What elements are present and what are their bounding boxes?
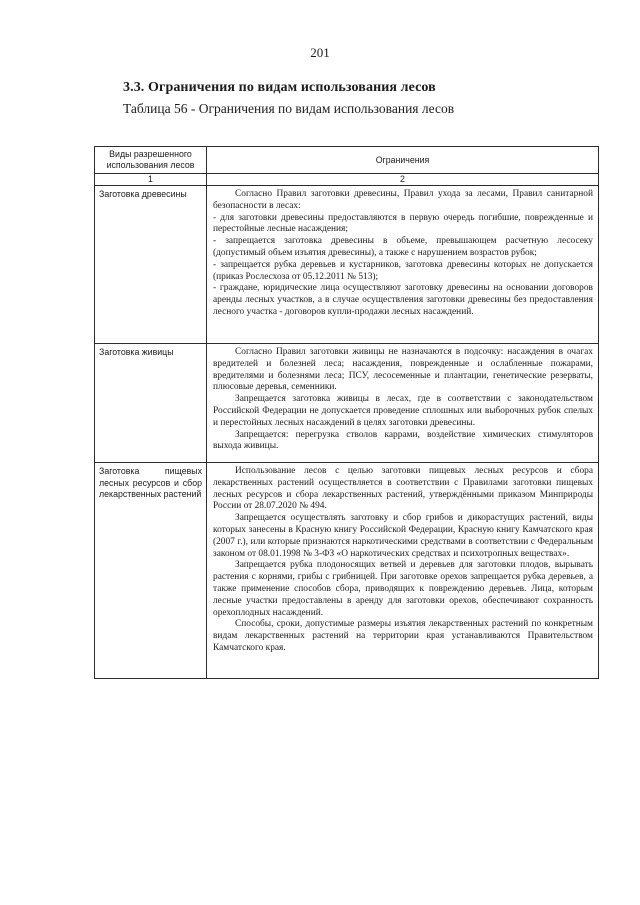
- restriction-paragraph: Запрещается рубка плодоносящих ветвей и деревьев для заготовки плодов, вырывать растения с корнями, грибы с грибницей. При заготовке орехов запрещается рубка деревьев, а также применение способов сбора, приводящих к повреждению деревьев. Лица, которым лесные участки предоставлены в аренду для заготовки орехов, обеспечивают сохранность орехоплодных насаждений.: [213, 560, 593, 618]
- table-caption: Таблица 56 - Ограничения по видам использования лесов: [123, 101, 455, 116]
- header-restrictions: Ограничения: [207, 147, 599, 174]
- usage-type-cell: Заготовка древесины: [95, 186, 207, 344]
- section-heading: 3.3. Ограничения по видам использования лесов: [123, 80, 436, 95]
- restrictions-cell: [207, 344, 599, 463]
- table-row: [95, 344, 599, 463]
- usage-type-cell: Заготовка живицы: [95, 344, 207, 463]
- column-number-2: 2: [207, 174, 599, 186]
- restriction-paragraph: - запрещается заготовка древесины в объеме, превышающем расчетную лесосеку (допустимый объем изъятия древесины), а также с нарушением возрастов рубок;: [213, 236, 593, 258]
- restriction-paragraph: Запрещается: перегрузка стволов каррами, воздействие химических стимуляторов выхода живицы.: [213, 429, 593, 452]
- table-header-row: [95, 147, 599, 174]
- restrictions-table: [94, 146, 599, 679]
- restriction-paragraph: Согласно Правил заготовки древесины, Правил ухода за лесами, Правил санитарной безопасности в лесах:: [213, 189, 593, 211]
- column-number-1: 1: [95, 174, 207, 186]
- restrictions-cell: [207, 186, 599, 344]
- restriction-paragraph: Использование лесов с целью заготовки пищевых лесных ресурсов и сбора лекарственных растений осуществляется в соответствии с Правилами заготовки пищевых лесных ресурсов и сбора лекарственных растений, утверждёнными приказом Минприроды России от 28.07.2020 № 494.: [213, 466, 593, 512]
- table-number-row: [95, 174, 599, 186]
- restriction-paragraph: - запрещается рубка деревьев и кустарников, заготовка древесины которых не допускается (приказ Рослесхоза от 05.12.2011 № 513);: [213, 259, 593, 282]
- restrictions-cell: [207, 463, 599, 679]
- restriction-paragraph: - для заготовки древесины предоставляются в первую очередь погибшие, поврежденные и перестойные лесные насаждения;: [213, 212, 593, 235]
- restriction-paragraph: Способы, сроки, допустимые размеры изъятия лекарственных растений по конкретным видам лекарственных растений на территории края устанавливаются Правительством Камчатского края.: [213, 619, 593, 653]
- restrictions-table-container: [94, 146, 598, 679]
- restriction-paragraph: Запрещается заготовка живицы в лесах, где в соответствии с законодательством Российской Федерации не допускается проведение сплошных или выборочных рубок спелых и перестойных лесных насаждений в целях заготовки древесины.: [213, 394, 593, 428]
- usage-type-cell: Заготовка пищевых лесных ресурсов и сбор лекарственных растений: [95, 463, 207, 679]
- restriction-paragraph: Согласно Правил заготовки живицы не назначаются в подсочку: насаждения в очагах вредителей и болезней леса; насаждения, поврежденные и ослабленные пожарами, вредителями и болезнями леса; ПСУ, лесосеменные и плантации, генетические резерваты, плюсовые деревья, семенники.: [213, 347, 593, 393]
- page-number: 201: [310, 45, 330, 60]
- table-row: [95, 186, 599, 344]
- header-usage-types: Виды разрешенного использования лесов: [95, 147, 207, 174]
- restriction-paragraph: Запрещается осуществлять заготовку и сбор грибов и дикорастущих растений, виды которых занесены в Красную книгу Российской Федерации, Красную книгу Камчатского края (2007 г.), или которые признаются наркотическими средствами в соответствии с Федеральным законом от 08.01.1998 № 3-ФЗ «О наркотических средствах и психотропных веществах».: [213, 513, 593, 559]
- table-row: [95, 463, 599, 679]
- restriction-paragraph: - граждане, юридические лица осуществляют заготовку древесины на основании договоров аренды лесных участков, а в случае осуществления заготовки древесины без предоставления лесного участка - договоров купли-продажи лесных насаждений.: [213, 283, 593, 317]
